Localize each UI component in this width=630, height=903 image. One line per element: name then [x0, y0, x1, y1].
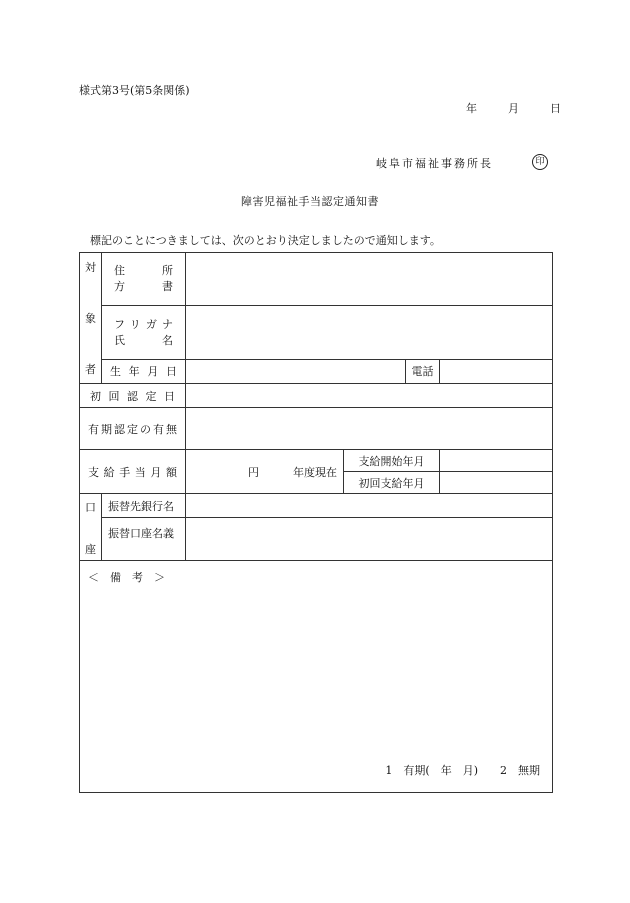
- certification-table: [79, 252, 553, 793]
- bank-name-label: 振替先銀行名: [102, 494, 186, 518]
- term-cert-field[interactable]: [186, 408, 553, 450]
- account-holder-field[interactable]: [186, 518, 553, 561]
- address-label-1: 住 所: [114, 264, 173, 278]
- subject-label-1: 対: [85, 261, 96, 274]
- yen-label: 円: [248, 465, 259, 479]
- name-label-text: 氏 名: [114, 333, 173, 347]
- fiscal-year-label: 年度現在: [293, 465, 337, 479]
- account-label-1: 口: [85, 501, 96, 514]
- birthdate-label: 生年月日: [102, 359, 186, 383]
- date-line: [466, 100, 561, 116]
- remarks-options: 1 有期( 年 月) 2 無期: [385, 764, 540, 777]
- account-holder-label: 振替口座名義: [102, 518, 186, 561]
- account-label-cell: [80, 494, 102, 561]
- birthdate-field[interactable]: [186, 359, 406, 383]
- intro-text: 標記のことにつきましては、次のとおり決定しましたので通知します。: [90, 234, 441, 247]
- subject-label-2: 象: [85, 312, 96, 325]
- name-field[interactable]: [186, 306, 553, 359]
- date-year: 年: [466, 102, 477, 115]
- term-cert-label: 有期認定の有無: [80, 408, 186, 450]
- seal-icon: 印: [532, 154, 548, 170]
- payment-start-field[interactable]: [440, 450, 553, 472]
- address-label-2: 方 書: [114, 280, 173, 294]
- monthly-amount-label: 支給手当月額: [80, 450, 186, 494]
- address-label: [102, 253, 186, 306]
- page-title: 障害児福祉手当認定通知書: [241, 195, 379, 208]
- furigana-label: フリガナ: [114, 317, 173, 331]
- payment-start-label: 支給開始年月: [344, 450, 440, 472]
- monthly-amount-field[interactable]: [186, 450, 344, 494]
- remarks-label: ＜ 備 考 ＞: [88, 571, 165, 584]
- issuer: 岐阜市福祉事務所長: [376, 157, 493, 170]
- first-payment-label: 初回支給年月: [344, 472, 440, 494]
- first-payment-field[interactable]: [440, 472, 553, 494]
- subject-label-cell: [80, 253, 102, 384]
- address-field[interactable]: [186, 253, 553, 306]
- initial-cert-date-field[interactable]: [186, 384, 553, 408]
- name-label: [102, 306, 186, 359]
- bank-name-field[interactable]: [186, 494, 553, 518]
- date-month: 月: [508, 102, 519, 115]
- initial-cert-date-label: 初回認定日: [80, 384, 186, 408]
- phone-label: 電話: [406, 359, 440, 383]
- subject-label-3: 者: [85, 363, 96, 376]
- date-day: 日: [550, 102, 561, 115]
- phone-field[interactable]: [440, 359, 553, 383]
- account-label-2: 座: [85, 543, 96, 556]
- remarks-box[interactable]: [80, 561, 553, 793]
- form-number: 様式第3号(第5条関係): [79, 84, 190, 97]
